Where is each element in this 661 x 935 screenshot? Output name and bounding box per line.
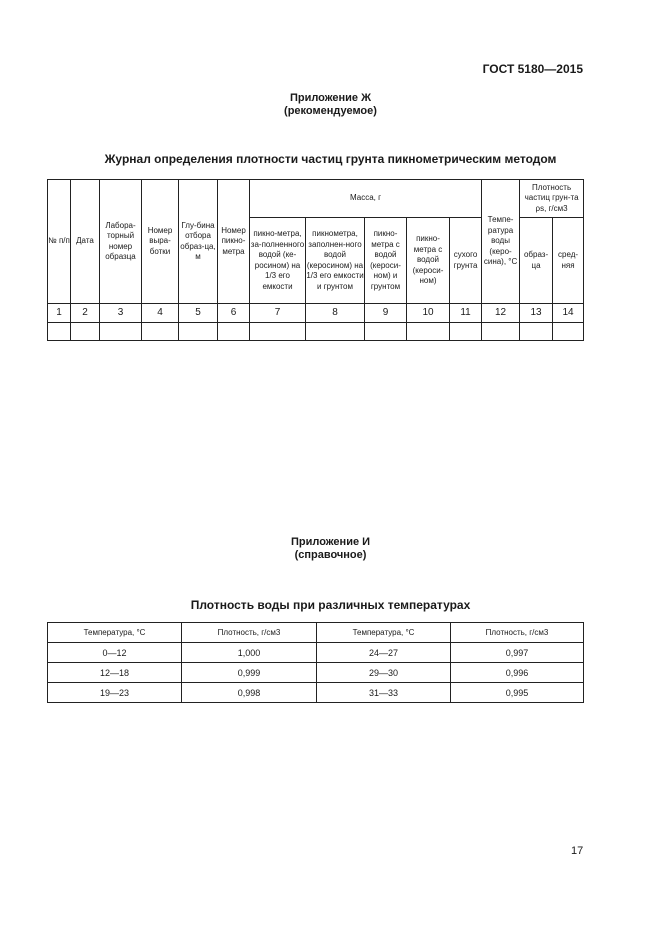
column-number-row xyxy=(48,304,584,323)
col-header-mass-pyc-water: пикно-метра с водой (кероси-ном) xyxy=(407,218,450,304)
col-header-density-sample: образ-ца xyxy=(520,218,553,304)
page-number: 17 xyxy=(571,845,584,857)
table-row xyxy=(48,683,584,703)
appendix-i-subtitle: (справочное) xyxy=(294,549,367,561)
col-header-mass-dry-soil: сухого грунта xyxy=(450,218,482,304)
density-cell: 0,996 xyxy=(451,663,584,683)
appendix-i-title: Приложение И xyxy=(290,536,371,548)
column-number: 12 xyxy=(482,304,520,323)
col-header-excavation-number: Номер выра-ботки xyxy=(142,180,179,304)
column-number: 13 xyxy=(520,304,553,323)
col-header-number: № п/п xyxy=(48,180,71,304)
temperature-cell: 31—33 xyxy=(317,683,451,703)
column-number: 6 xyxy=(218,304,250,323)
col-header-date: Дата xyxy=(71,180,100,304)
density-cell: 0,997 xyxy=(451,643,584,663)
column-number: 2 xyxy=(71,304,100,323)
col-header-pycnometer-number: Номер пикно-метра xyxy=(218,180,250,304)
column-number: 5 xyxy=(179,304,218,323)
column-number: 1 xyxy=(48,304,71,323)
temperature-cell: 19—23 xyxy=(48,683,182,703)
appendix-zh-title: Приложение Ж xyxy=(289,92,372,104)
density-cell: 0,999 xyxy=(182,663,317,683)
column-number: 7 xyxy=(250,304,306,323)
temperature-cell: 24—27 xyxy=(317,643,451,663)
header-temperature: Температура, °С xyxy=(48,623,182,643)
header-density: Плотность, г/см3 xyxy=(451,623,584,643)
column-number: 3 xyxy=(100,304,142,323)
column-number: 10 xyxy=(407,304,450,323)
document-code: ГОСТ 5180—2015 xyxy=(482,62,583,76)
col-header-density-mean: сред-няя xyxy=(553,218,584,304)
empty-data-row xyxy=(48,323,584,341)
journal-table-title: Журнал определения плотности частиц грунта пикнометрическим методом xyxy=(104,152,557,166)
journal-table xyxy=(47,179,584,341)
col-group-mass: Масса, г xyxy=(250,180,482,218)
column-number: 8 xyxy=(306,304,365,323)
col-header-water-temperature: Темпе-ратура воды (керо-сина), °С xyxy=(482,180,520,304)
col-header-sampling-depth: Глу-бина отбора образ-ца, м xyxy=(179,180,218,304)
col-header-mass-pyc-third-soil: пикнометра, заполнен-ного водой (керосином) на 1/3 его емкости и грунтом xyxy=(306,218,365,304)
col-header-mass-pyc-water-soil: пикно-метра с водой (кероси-ном) и грунтом xyxy=(365,218,407,304)
density-cell: 1,000 xyxy=(182,643,317,663)
column-number: 4 xyxy=(142,304,179,323)
temperature-cell: 29—30 xyxy=(317,663,451,683)
water-density-table xyxy=(47,622,584,703)
appendix-zh-subtitle: (рекомендуемое) xyxy=(284,105,377,117)
header-temperature: Температура, °С xyxy=(317,623,451,643)
table-row xyxy=(48,643,584,663)
column-number: 9 xyxy=(365,304,407,323)
water-table-title: Плотность воды при различных температурах xyxy=(190,598,471,612)
column-number: 14 xyxy=(553,304,584,323)
col-header-lab-number: Лабора-торный номер образца xyxy=(100,180,142,304)
density-cell: 0,995 xyxy=(451,683,584,703)
column-number: 11 xyxy=(450,304,482,323)
temperature-cell: 12—18 xyxy=(48,663,182,683)
density-cell: 0,998 xyxy=(182,683,317,703)
header-density: Плотность, г/см3 xyxy=(182,623,317,643)
temperature-cell: 0—12 xyxy=(48,643,182,663)
col-group-particle-density: Плотность частиц грун-та ρs, г/см3 xyxy=(520,180,584,218)
table-row xyxy=(48,663,584,683)
water-table-header xyxy=(48,623,584,643)
col-header-mass-pyc-third: пикно-метра, за-полненного водой (ке-росином) на 1/3 его емкости xyxy=(250,218,306,304)
